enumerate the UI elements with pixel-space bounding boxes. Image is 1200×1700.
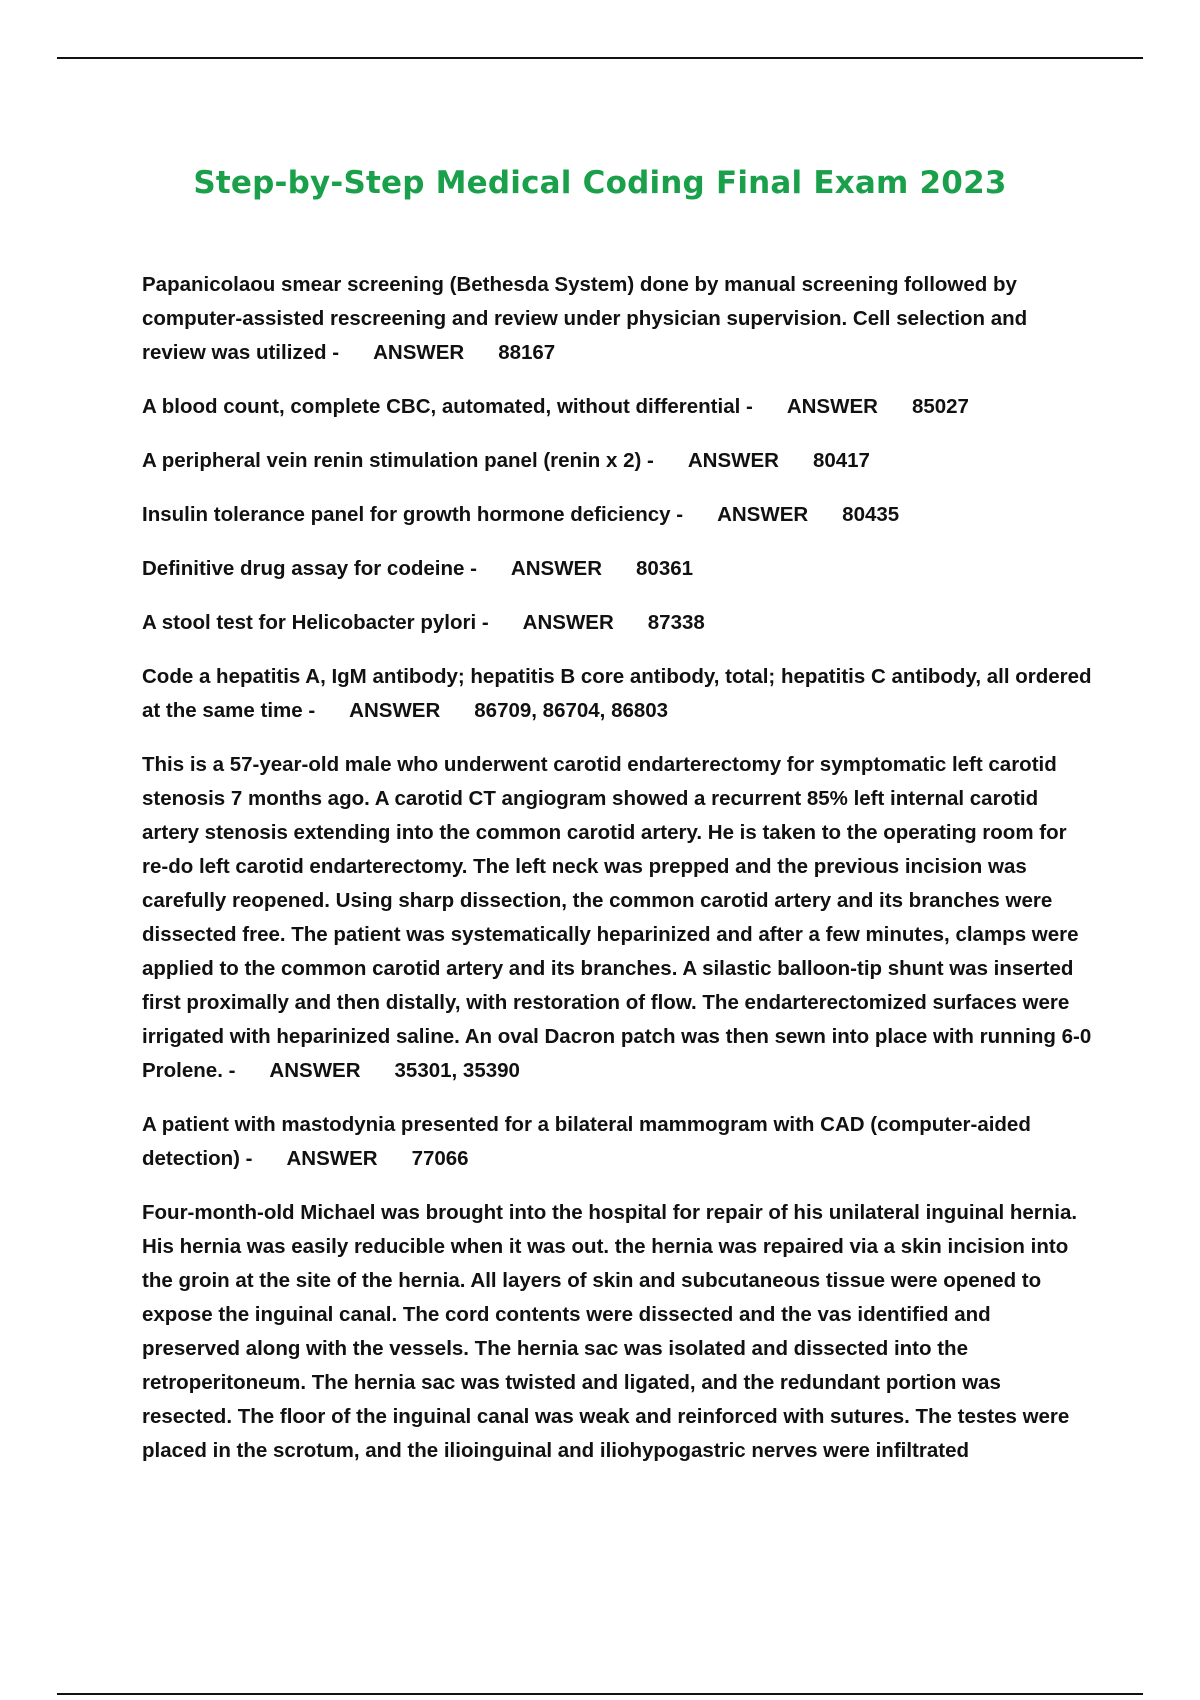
answer-code: 80435 xyxy=(842,503,900,526)
answer-label: ANSWER xyxy=(269,1059,361,1082)
answer-code: 35301, 35390 xyxy=(394,1059,520,1082)
question-text: Papanicolaou smear screening (Bethesda System) done by manual screening followed by computer-assisted rescreening and review under physician supervision. Cell selection and review was utilized - xyxy=(142,273,1028,364)
answer-label: ANSWER xyxy=(786,395,878,418)
question-text: A peripheral vein renin stimulation panel (renin x 2) - xyxy=(142,449,654,472)
question-text: Four-month-old Michael was brought into the hospital for repair of his unilateral inguinal hernia. His hernia was easily reducible when it was out. the hernia was repaired via a skin incision into the groin at the site of the hernia. All layers of skin and subcutaneous tissue were opened to expose the inguinal canal. The cord contents were dissected and the vas identified and preserved along with the vessels. The hernia sac was isolated and dissected into the retroperitoneum. The hernia sac was twisted and ligated, and the redundant portion was resected. The floor of the inguinal canal was weak and reinforced with sutures. The testes were placed in the scrotum, and the ilioinguinal and iliohypogastric nerves were infiltrated xyxy=(142,1201,1078,1462)
qa-item xyxy=(142,444,1092,478)
question-text: A blood count, complete CBC, automated, without differential - xyxy=(142,395,753,418)
question-text: Definitive drug assay for codeine - xyxy=(142,557,477,580)
qa-item xyxy=(142,748,1092,1088)
qa-item xyxy=(142,1196,1092,1468)
question-text: A patient with mastodynia presented for a bilateral mammogram with CAD (computer-aided detection) - xyxy=(142,1113,1031,1170)
qa-item xyxy=(142,1108,1092,1176)
question-text: This is a 57-year-old male who underwent carotid endarterectomy for symptomatic left carotid stenosis 7 months ago. A carotid CT angiogram showed a recurrent 85% left internal carotid artery stenosis extending into the common carotid artery. He is taken to the operating room for re-do left carotid endarterectomy. The left neck was prepped and the previous incision was carefully reopened. Using sharp dissection, the common carotid artery and its branches were dissected free. The patient was systematically heparinized and after a few minutes, clamps were applied to the common carotid artery and its branches. A silastic balloon-tip shunt was inserted first proximally and then distally, with restoration of flow. The endarterectomized surfaces were irrigated with heparinized saline. An oval Dacron patch was then sewn into place with running 6-0 Prolene. - xyxy=(142,753,1092,1082)
answer-label: ANSWER xyxy=(687,449,779,472)
answer-label: ANSWER xyxy=(286,1147,378,1170)
answer-code: 86709, 86704, 86803 xyxy=(474,699,669,722)
question-text: A stool test for Helicobacter pylori - xyxy=(142,611,489,634)
question-text: Code a hepatitis A, IgM antibody; hepatitis B core antibody, total; hepatitis C antibody, all ordered at the same time - xyxy=(142,665,1092,722)
answer-label: ANSWER xyxy=(349,699,441,722)
qa-item xyxy=(142,606,1092,640)
qa-item xyxy=(142,268,1092,370)
qa-item xyxy=(142,660,1092,728)
question-text: Insulin tolerance panel for growth hormone deficiency - xyxy=(142,503,684,526)
bottom-rule xyxy=(57,1693,1143,1695)
qa-item xyxy=(142,390,1092,424)
qa-item xyxy=(142,552,1092,586)
answer-code: 80417 xyxy=(812,449,870,472)
answer-label: ANSWER xyxy=(510,557,603,580)
top-rule xyxy=(57,57,1143,59)
qa-list xyxy=(142,268,1092,1488)
answer-code: 80361 xyxy=(636,557,694,580)
page-title: Step-by-Step Medical Coding Final Exam 2023 xyxy=(193,164,1007,201)
answer-code: 88167 xyxy=(498,341,556,364)
answer-code: 77066 xyxy=(411,1147,469,1170)
answer-label: ANSWER xyxy=(522,611,614,634)
answer-label: ANSWER xyxy=(717,503,809,526)
answer-code: 85027 xyxy=(911,395,969,418)
answer-code: 87338 xyxy=(647,611,705,634)
qa-item xyxy=(142,498,1092,532)
answer-label: ANSWER xyxy=(373,341,465,364)
